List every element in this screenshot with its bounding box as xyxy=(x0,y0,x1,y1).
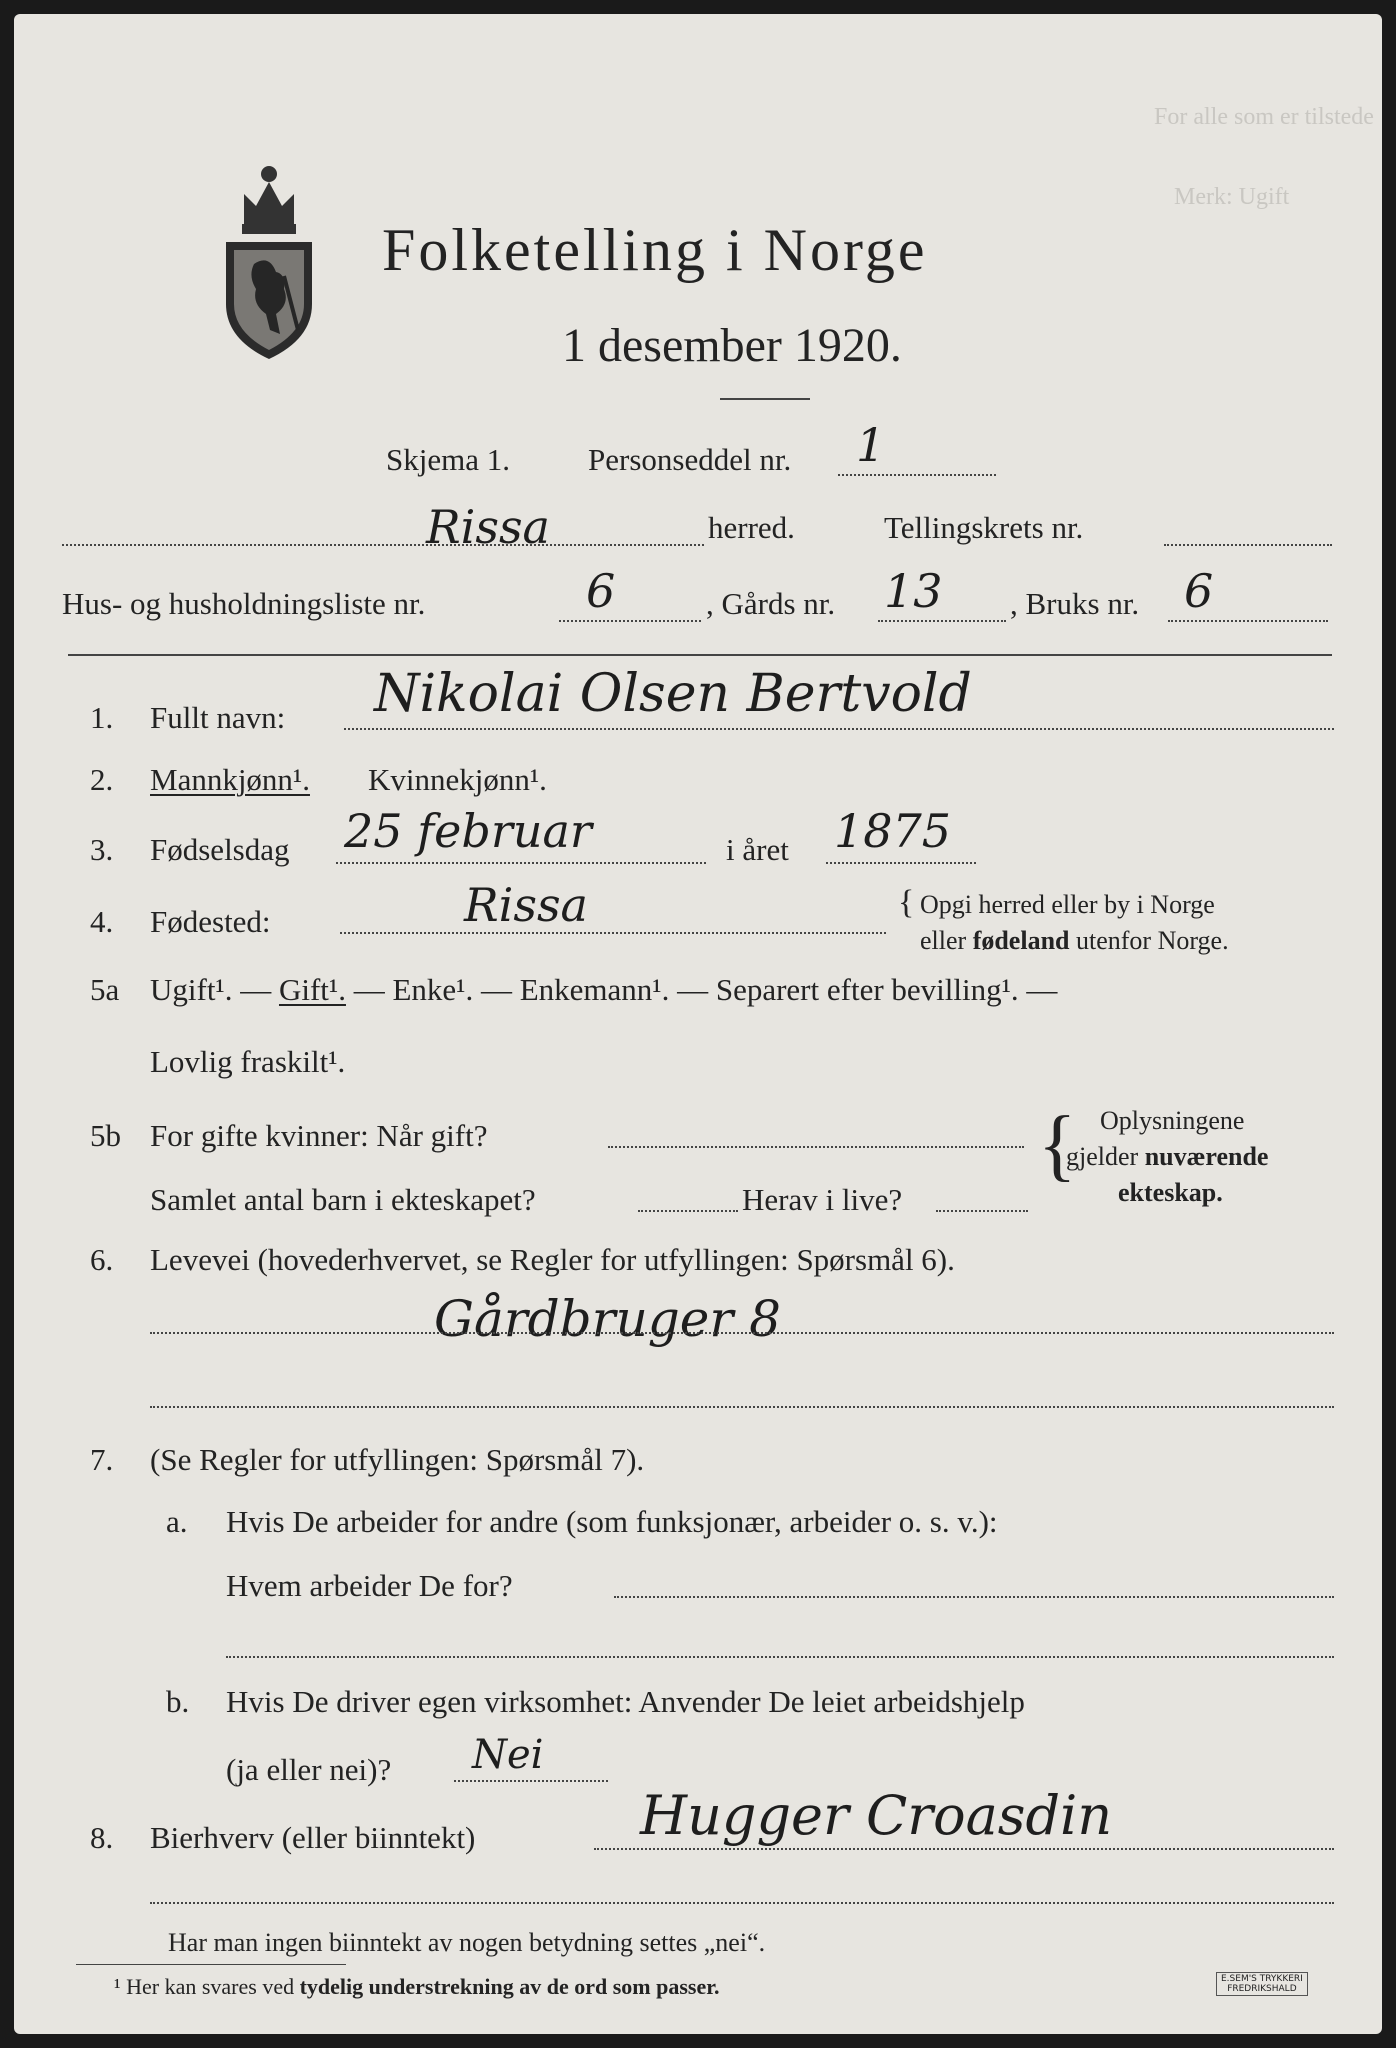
dash: — xyxy=(473,972,520,1007)
employer-line xyxy=(614,1596,1334,1598)
bruks-label: , Bruks nr. xyxy=(1010,586,1140,621)
occupation-line-2 xyxy=(150,1406,1334,1408)
occupation-value: Gårdbruger 8 xyxy=(434,1290,781,1348)
hired-help-line xyxy=(454,1780,608,1782)
form-title: Folketelling i Norge xyxy=(382,217,928,283)
birthday-value: 25 februar xyxy=(344,804,592,858)
herred-value: Rissa xyxy=(426,500,550,554)
birthday-line xyxy=(336,862,706,864)
printer-stamp xyxy=(1216,1972,1308,1996)
secondary-income-value: Hugger Croasdin xyxy=(640,1784,1113,1847)
q7-label: (Se Regler for utfyllingen: Spørsmål 7). xyxy=(150,1442,645,1477)
year-value: 1875 xyxy=(834,804,952,858)
tellingskrets-line xyxy=(1164,544,1332,546)
bleed-through-text: Merk: Ugift xyxy=(1174,184,1290,210)
employer-label: Hvem arbeider De for? xyxy=(226,1568,513,1603)
husliste-value: 6 xyxy=(586,564,616,618)
secondary-income-label: Bierhverv (eller biinntekt) xyxy=(150,1820,476,1855)
coat-of-arms-icon xyxy=(214,154,324,364)
occupation-label: Levevei (hovederhvervet, se Regler for utfyllingen: Spørsmål 6). xyxy=(150,1242,955,1277)
tellingskrets-label: Tellingskrets nr. xyxy=(884,510,1084,545)
schema-label: Skjema 1. xyxy=(386,442,510,477)
occupation-line-1 xyxy=(150,1332,1334,1334)
q5b-number: 5b xyxy=(90,1118,121,1153)
dash: — xyxy=(1018,972,1058,1007)
gards-line xyxy=(878,620,1006,622)
footnote-text: ¹ Her kan svares ved xyxy=(114,1974,300,1999)
option-mannkjonn[interactable]: Mannkjønn¹. xyxy=(150,762,310,797)
birthplace-note-1: Opgi herred eller by i Norge xyxy=(920,890,1215,919)
divider xyxy=(720,398,810,400)
info-note-2 xyxy=(1066,1142,1268,1172)
brace-icon: { xyxy=(1038,1101,1077,1189)
dash: — xyxy=(669,972,716,1007)
note-bold: nuværende xyxy=(1144,1142,1269,1171)
note-bold: fødeland xyxy=(972,926,1070,955)
marital-options xyxy=(150,972,1057,1008)
personseddel-label: Personseddel nr. xyxy=(588,442,792,477)
bruks-line xyxy=(1168,620,1328,622)
personseddel-value: 1 xyxy=(856,418,886,472)
children-label: Samlet antal barn i ekteskapet? xyxy=(150,1182,536,1217)
section-rule xyxy=(68,654,1332,656)
dash: — xyxy=(345,972,393,1007)
option-enke[interactable]: Enke¹. xyxy=(392,972,474,1007)
q5a-number: 5a xyxy=(90,972,120,1007)
q7b-label: Hvis De driver egen virksomhet: Anvender De leiet arbeidshjelp xyxy=(226,1684,1025,1719)
q4-number: 4. xyxy=(90,904,114,939)
birthplace-value: Rissa xyxy=(464,878,588,932)
footnote-rule xyxy=(76,1964,346,1965)
info-note-3: ekteskap. xyxy=(1118,1178,1223,1207)
q1-number: 1. xyxy=(90,700,114,735)
footnote-bold: tydelig understrekning av de ord som passer. xyxy=(299,1974,720,1999)
bruks-value: 6 xyxy=(1184,564,1214,618)
married-when-line xyxy=(608,1146,1024,1148)
birthplace-label: Fødested: xyxy=(150,904,271,939)
herred-line xyxy=(62,544,704,546)
option-fraskilt[interactable]: Lovlig fraskilt¹. xyxy=(150,1044,346,1079)
option-ugift[interactable]: Ugift¹. xyxy=(150,972,233,1007)
q6-number: 6. xyxy=(90,1242,114,1277)
secondary-income-line xyxy=(594,1848,1334,1850)
note-text: eller xyxy=(920,926,973,955)
birthplace-note-2 xyxy=(920,926,1229,956)
full-name-line xyxy=(344,728,1334,730)
children-line xyxy=(638,1210,738,1212)
herred-label: herred. xyxy=(708,510,795,545)
census-form xyxy=(14,14,1382,2034)
q7-number: 7. xyxy=(90,1442,114,1477)
q7a-label: Hvis De arbeider for andre (som funksjonær, arbeider o. s. v.): xyxy=(226,1504,998,1539)
alive-line xyxy=(936,1210,1028,1212)
dash: — xyxy=(232,972,279,1007)
info-note-1: Oplysningene xyxy=(1100,1106,1245,1135)
gards-value: 13 xyxy=(884,564,943,618)
footnote xyxy=(114,1974,719,2000)
note-text: utenfor Norge. xyxy=(1069,926,1229,955)
no-income-note: Har man ingen biinntekt av nogen betydning settes „nei“. xyxy=(168,1928,766,1957)
bleed-through-text: For alle som er tilstede xyxy=(1154,104,1374,130)
alive-label: Herav i live? xyxy=(742,1182,903,1217)
q8-number: 8. xyxy=(90,1820,114,1855)
gards-label: , Gårds nr. xyxy=(706,586,836,621)
full-name-label: Fullt navn: xyxy=(150,700,286,735)
husliste-line xyxy=(559,620,701,622)
birthplace-line xyxy=(340,932,886,934)
q3-number: 3. xyxy=(90,832,114,867)
full-name-value: Nikolai Olsen Bertvold xyxy=(374,664,972,724)
married-women-label: For gifte kvinner: Når gift? xyxy=(150,1118,488,1153)
personseddel-line xyxy=(838,474,996,476)
census-date: 1 desember 1920. xyxy=(562,319,902,372)
q7b-letter: b. xyxy=(166,1684,190,1719)
birthday-label: Fødselsdag xyxy=(150,832,290,867)
stamp-line: FREDRIKSHALD xyxy=(1227,1984,1297,1994)
hired-help-value: Nei xyxy=(472,1732,544,1778)
secondary-income-line-2 xyxy=(150,1902,1334,1904)
brace-icon: { xyxy=(898,884,915,921)
year-line xyxy=(826,862,976,864)
option-gift[interactable]: Gift¹. xyxy=(278,972,346,1007)
stamp-line: E.SEM'S TRYKKERI xyxy=(1221,1974,1303,1984)
option-kvinnekjonn[interactable]: Kvinnekjønn¹. xyxy=(368,762,547,797)
q7a-letter: a. xyxy=(166,1504,188,1539)
hired-help-label: (ja eller nei)? xyxy=(226,1752,392,1787)
option-enkemann[interactable]: Enkemann¹. xyxy=(519,972,670,1007)
employer-line-2 xyxy=(226,1656,1334,1658)
option-separert[interactable]: Separert efter bevilling¹. xyxy=(715,972,1019,1007)
note-text: gjelder xyxy=(1066,1142,1145,1171)
husliste-label: Hus- og husholdningsliste nr. xyxy=(62,586,426,621)
q2-number: 2. xyxy=(90,762,114,797)
year-label: i året xyxy=(726,832,789,867)
